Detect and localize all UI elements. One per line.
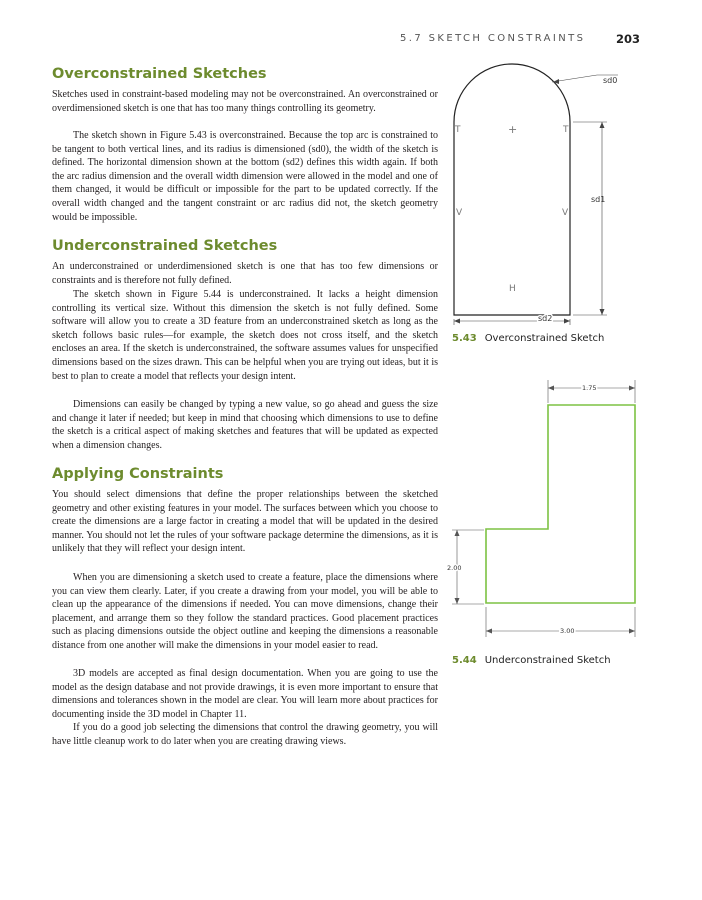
arrowhead (486, 629, 492, 634)
arrowhead (455, 598, 460, 604)
figure-number: 5.43 (452, 333, 477, 344)
tangent-constraint-right: T (563, 125, 569, 135)
arrowhead (629, 386, 635, 391)
figure-number: 5.44 (452, 655, 477, 666)
arrowhead (454, 319, 460, 324)
sketch-outline (486, 405, 635, 603)
running-head (380, 33, 640, 47)
heading-applying-constraints: Applying Constraints (52, 466, 224, 482)
figure-5-44-underconstrained-sketch (440, 375, 650, 645)
arrowhead (600, 122, 605, 128)
figure-5-43-caption (452, 333, 604, 344)
paragraph: The sketch shown in Figure 5.43 is overconstrained. Because the top arc is constrained to be tangent to both vertical lines, and its radius is dimensioned (sd0), the width of the sketch is defined. The horizontal dimension shown at the bottom (sd2) defines this width again. If both the arc radius dimension and the overall width dimension were allowed in the model and one of them changed, it would be difficult or impossible for the part to be updated correctly. If the overall width changed and the tangent constraint or arc radius did not, the sketch geometry would be impossible. (52, 130, 438, 223)
figure-5-43-overconstrained-sketch (440, 55, 640, 330)
paragraph: Sketches used in constraint-based modeling may not be overconstrained. An overconstrained or overdimensioned sketch is one that has too many things controlling its geometry. (52, 89, 438, 114)
dimension-sd0: sd0 (603, 76, 618, 85)
dimension-1-75: 1.75 (582, 384, 597, 392)
arc-center-mark: + (508, 123, 518, 136)
arrowhead (548, 386, 554, 391)
paragraph: 3D models are accepted as final design documentation. When you are going to use the model as the design database and not provide drawings, it is even more important to ensure that dimensions and tolerances shown in the model are clear. You will learn more about practices for documenting inside the 3D model in Chapter 11. (52, 668, 438, 720)
figure-caption-text: Overconstrained Sketch (484, 333, 605, 344)
paragraph: Dimensions can easily be changed by typing a new value, so go ahead and guess the size and change it later if needed; but keep in mind that choosing which dimensions to use to define the sketch is a critical aspect of making sketches and features that will be updated as expected when a dimension changes. (52, 399, 438, 451)
vertical-constraint-right: V (562, 208, 569, 218)
sketch-outline (454, 64, 570, 315)
arrowhead (600, 309, 605, 315)
arrowhead (564, 319, 570, 324)
horizontal-constraint: H (509, 284, 516, 294)
heading-overconstrained: Overconstrained Sketches (52, 66, 267, 82)
dimension-3-00: 3.00 (560, 627, 575, 635)
dimension-sd2: sd2 (538, 314, 553, 323)
arrowhead (455, 530, 460, 536)
running-head-section: 5.7 SKETCH CONSTRAINTS (400, 33, 586, 44)
paragraph: The sketch shown in Figure 5.44 is underconstrained. It lacks a height dimension controlling its vertical size. Without this dimension the sketch is not fully defined. Some software will allow you to create a 3D feature from an underconstrained sketch as long as the sketch follows basic rules—for example, the sketch does not cross itself, and the sketch encloses an area. If the sketch is underconstrained, the software assumes values for unspecified dimensions based on the sizes drawn. This can be helpful when you are trying out ideas, but it is best to plan to create a model that reflects your design intent. (52, 289, 438, 382)
page-number: 203 (615, 32, 640, 46)
arrowhead (629, 629, 635, 634)
paragraph: When you are dimensioning a sketch used to create a feature, place the dimensions where you can view them clearly. Later, if you create a drawing from your model, you will be able to clean up the appearance of the dimensions if needed. You can move dimensions, change their placement, and arrange them so they follow the standard practices. Good placement practices such as placing dimensions outside the object outline and keeping the dimensions a reasonable distance from one another will make the dimensions in your model easier to read. (52, 572, 438, 651)
paragraph: If you do a good job selecting the dimensions that control the drawing geometry, you will have little cleanup work to do later when you are creating drawing views. (52, 722, 438, 747)
paragraph: An underconstrained or underdimensioned sketch is one that has too few dimensions or constraints and is therefore not fully defined. (52, 261, 438, 286)
paragraph: You should select dimensions that define the proper relationships between the sketched geometry and other existing features in your model. The surfaces between which you choose to create the dimensions are a large factor in creating a model that will be updated in the desired manner. You should not let the rules of your software package determine the dimensions, as it is unlikely that they will reflect your design intent. (52, 489, 438, 555)
figure-5-44-caption (452, 655, 611, 666)
heading-underconstrained: Underconstrained Sketches (52, 238, 278, 254)
vertical-constraint-left: V (456, 208, 463, 218)
dimension-2-00: 2.00 (447, 564, 462, 572)
tangent-constraint-left: T (455, 125, 461, 135)
dimension-sd1: sd1 (591, 195, 606, 204)
figure-caption-text: Underconstrained Sketch (484, 655, 611, 666)
